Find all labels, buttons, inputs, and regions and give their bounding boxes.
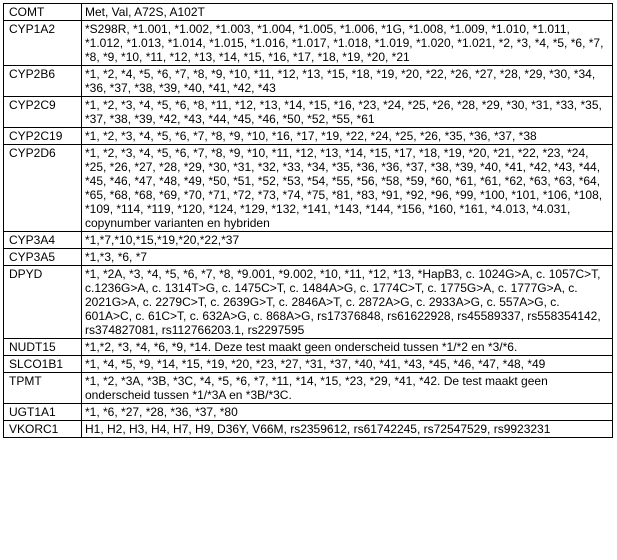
gene-name: DPYD: [9, 267, 43, 281]
variants-cell: [82, 421, 613, 438]
gene-name: UGT1A1: [9, 405, 56, 419]
gene-name-cell: [4, 145, 82, 232]
table-row: [4, 404, 613, 421]
variants-cell: [82, 373, 613, 404]
gene-name-cell: [4, 66, 82, 97]
variants-cell: [82, 97, 613, 128]
variants-cell: [82, 404, 613, 421]
table-row: [4, 232, 613, 249]
gene-name-cell: [4, 97, 82, 128]
variant-list: *1,*7,*10,*15,*19,*20,*22,*37: [85, 233, 240, 247]
table-row: [4, 373, 613, 404]
table-row: [4, 339, 613, 356]
gene-name: CYP2D6: [9, 146, 56, 160]
variant-list: *1,*3, *6, *7: [85, 250, 148, 264]
gene-name-cell: [4, 128, 82, 145]
variant-list: *1, *2, *3, *4, *5, *6, *7, *8, *9, *10, *11, *12, *13, *14, *15, *17, *18, *19, *20, *21, *22, *23, *24, *25, *26, *27, *28, *29, *30, *31, *32, *33, *34, *35, *36, *36, *37, *38, *39, *40, *41, *42, *43, *44, *45, *46, *47, *48, *49, *50, *51, *52, *53, *54, *55, *56, *58, *59, *60, *61, *61, *62, *63, *63, *64, *65, *68, *68, *69, *70, *71, *72, *73, *74, *75, *81, *83, *91, *92, *96, *99, *100, *101, *106, *108, *109, *114, *119, *120, *124, *129, *132, *141, *143, *144, *156, *160, *161, *4.013, *4.031, copynumber varianten en hybriden: [85, 146, 603, 230]
gene-name-cell: [4, 404, 82, 421]
gene-name: CYP2C19: [9, 129, 63, 143]
gene-name: NUDT15: [9, 340, 56, 354]
table-row: [4, 4, 613, 21]
gene-name: CYP3A5: [9, 250, 56, 264]
table-row: [4, 249, 613, 266]
gene-name: CYP2C9: [9, 98, 56, 112]
variants-cell: [82, 339, 613, 356]
table-row: [4, 66, 613, 97]
gene-name: SLCO1B1: [9, 357, 64, 371]
variants-cell: [82, 66, 613, 97]
variants-cell: [82, 145, 613, 232]
gene-name: TPMT: [9, 374, 42, 388]
table-row: [4, 145, 613, 232]
table-row: [4, 356, 613, 373]
variant-list: *1, *2A, *3, *4, *5, *6, *7, *8, *9.001, *9.002, *10, *11, *12, *13, *HapB3, c. 1024G>A, c. 1057C>T, c.1236G>A, c. 1314T>G, c. 1475C>T, c. 1484A>G, c. 1774C>T, c. 1775G>A, c. 1777G>A, c. 2021G>A, c. 2279C>T, c. 2639G>T, c. 2846A>T, c. 2872A>G, c. 2933A>G, c. 557A>G, c. 601A>C, c. 61C>T, c. 632A>G, c. 868A>G, rs17376848, rs61622928, rs45589337, rs558354142, rs374827081, rs112766203.1, rs2297595: [85, 267, 601, 337]
variants-cell: [82, 356, 613, 373]
gene-name-cell: [4, 4, 82, 21]
variants-cell: [82, 128, 613, 145]
gene-name-cell: [4, 373, 82, 404]
variant-list: *1, *2, *3, *4, *5, *6, *8, *11, *12, *13, *14, *15, *16, *23, *24, *25, *26, *28, *29, *30, *31, *33, *35, *37, *38, *39, *42, *43, *44, *45, *46, *50, *52, *55, *61: [85, 98, 602, 126]
variant-list: *1, *6, *27, *28, *36, *37, *80: [85, 405, 238, 419]
gene-name-cell: [4, 249, 82, 266]
gene-variant-table: [3, 3, 613, 438]
variant-list: *1, *4, *5, *9, *14, *15, *19, *20, *23, *27, *31, *37, *40, *41, *43, *45, *46, *47, *48, *49: [85, 357, 546, 371]
table-body: [4, 4, 613, 438]
table-row: [4, 421, 613, 438]
variant-list: Met, Val, A72S, A102T: [85, 5, 205, 19]
gene-name-cell: [4, 232, 82, 249]
gene-name: CYP3A4: [9, 233, 56, 247]
gene-name-cell: [4, 266, 82, 339]
variants-cell: [82, 232, 613, 249]
gene-name: CYP1A2: [9, 22, 56, 36]
variants-cell: [82, 4, 613, 21]
variant-list: *1, *2, *3, *4, *5, *6, *7, *8, *9, *10, *16, *17, *19, *22, *24, *25, *26, *35, *36, *37, *38: [85, 129, 537, 143]
table-row: [4, 97, 613, 128]
gene-name: VKORC1: [9, 422, 59, 436]
gene-name-cell: [4, 356, 82, 373]
gene-name: COMT: [9, 5, 45, 19]
gene-name-cell: [4, 21, 82, 66]
variant-list: *1,*2, *3, *4, *6, *9, *14. Deze test maakt geen onderscheid tussen *1/*2 en *3/*6.: [85, 340, 518, 354]
variant-list: *1, *2, *4, *5, *6, *7, *8, *9, *10, *11, *12, *13, *15, *18, *19, *20, *22, *26, *27, *28, *29, *30, *34, *36, *37, *38, *39, *40, *41, *42, *43: [85, 67, 596, 95]
table-row: [4, 266, 613, 339]
variants-cell: [82, 21, 613, 66]
variant-list: *1, *2, *3A, *3B, *3C, *4, *5, *6, *7, *11, *14, *15, *23, *29, *41, *42. De test maakt geen onderscheid tussen *1/*3A en *3B/*3C.: [85, 374, 548, 402]
table-row: [4, 128, 613, 145]
variant-list: H1, H2, H3, H4, H7, H9, D36Y, V66M, rs2359612, rs61742245, rs72547529, rs9923231: [85, 422, 551, 436]
table-row: [4, 21, 613, 66]
gene-name-cell: [4, 339, 82, 356]
gene-name-cell: [4, 421, 82, 438]
variants-cell: [82, 249, 613, 266]
variant-list: *S298R, *1.001, *1.002, *1.003, *1.004, *1.005, *1.006, *1G, *1.008, *1.009, *1.010, *1.011, *1.012, *1.013, *1.014, *1.015, *1.016, *1.017, *1.018, *1.019, *1.020, *1.021, *2, *3, *4, *5, *6, *7, *8, *9, *10, *11, *12, *13, *14, *15, *16, *17, *18, *19, *20, *21: [85, 22, 604, 64]
gene-name: CYP2B6: [9, 67, 56, 81]
variants-cell: [82, 266, 613, 339]
